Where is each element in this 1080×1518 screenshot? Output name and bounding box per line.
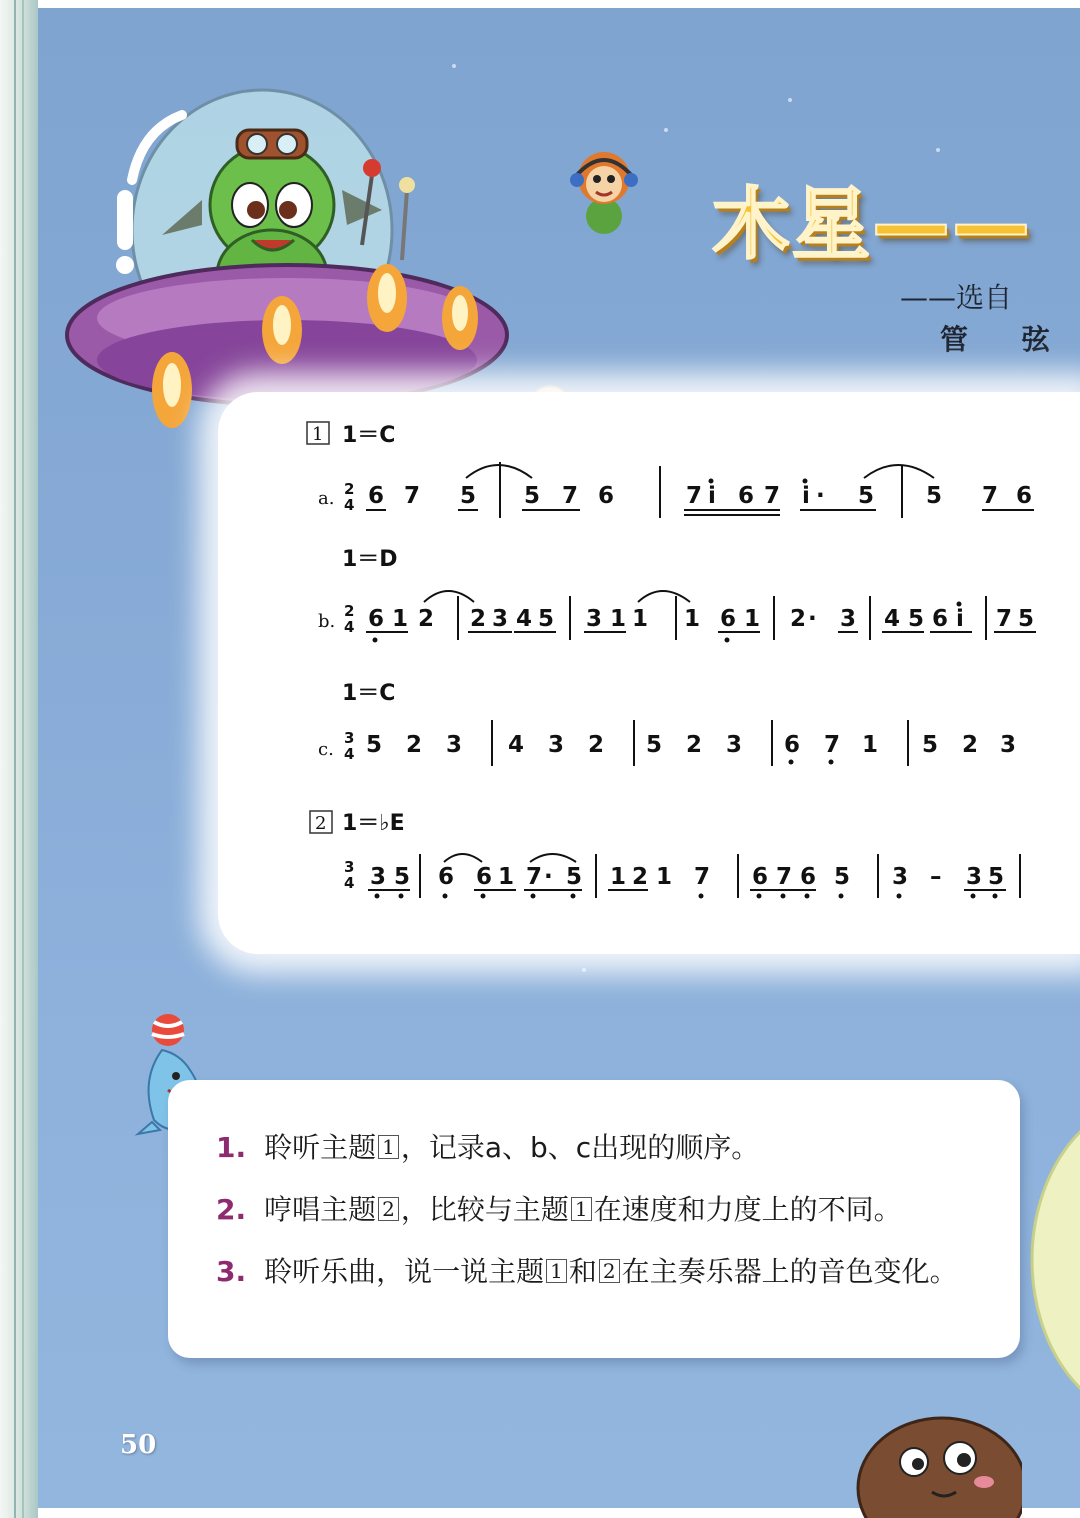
svg-text:5: 5: [538, 606, 555, 632]
melody-a: [368, 483, 1032, 509]
svg-text:6: 6: [752, 864, 769, 890]
svg-text:1: 1: [610, 606, 627, 632]
melody-theme-2: [370, 864, 1004, 890]
svg-text:1: 1: [498, 864, 515, 890]
theme-box-inline: 1: [378, 1135, 399, 1159]
svg-text:5: 5: [834, 864, 851, 890]
theme-box-inline: 1: [546, 1259, 567, 1283]
svg-text:·: ·: [808, 606, 817, 632]
svg-text:3: 3: [446, 732, 463, 758]
line-label: c.: [318, 739, 334, 760]
svg-text:6: 6: [598, 483, 615, 509]
svg-text:i: i: [708, 483, 716, 509]
time-top: 3: [344, 858, 355, 876]
svg-text:7: 7: [404, 483, 421, 509]
question-text: 聆听乐曲，说一说主题: [264, 1255, 545, 1288]
question-number: 3.: [216, 1255, 247, 1288]
key-signature: 1＝D: [342, 547, 398, 572]
question-text: 在速度和力度上的不同。: [593, 1193, 902, 1226]
svg-text:3: 3: [726, 732, 743, 758]
svg-text:7: 7: [996, 606, 1013, 632]
time-bottom: 4: [344, 745, 355, 763]
svg-text:2: 2: [470, 606, 487, 632]
key-signature: 1＝♭E: [342, 811, 405, 836]
question-text: 哼唱主题: [264, 1193, 377, 1226]
svg-text:3: 3: [840, 606, 857, 632]
svg-text:·: ·: [544, 864, 553, 890]
melody-c: [366, 732, 1016, 758]
smiling-planet-icon: [1012, 1100, 1080, 1420]
svg-text:1: 1: [392, 606, 409, 632]
svg-text:1: 1: [744, 606, 761, 632]
svg-text:6: 6: [368, 483, 385, 509]
theme-box-inline: 2: [378, 1197, 399, 1221]
question-text: ，比较与主题: [400, 1193, 569, 1226]
svg-text:1: 1: [684, 606, 701, 632]
svg-text:7: 7: [824, 732, 841, 758]
svg-text:7: 7: [686, 483, 703, 509]
page-number: 50: [120, 1430, 157, 1460]
svg-text:2: 2: [632, 864, 649, 890]
svg-text:2: 2: [406, 732, 423, 758]
svg-text:4: 4: [508, 732, 525, 758]
svg-text:5: 5: [524, 483, 541, 509]
time-top: 2: [344, 480, 355, 498]
line-label: a.: [318, 488, 335, 509]
question-number: 1.: [216, 1131, 247, 1164]
svg-text:i: i: [802, 483, 810, 509]
question-item: [216, 1192, 902, 1228]
svg-text:i: i: [956, 606, 964, 632]
time-bottom: 4: [344, 874, 355, 892]
question-text: 和: [568, 1255, 597, 1288]
svg-text:7: 7: [776, 864, 793, 890]
svg-text:·: ·: [816, 483, 825, 509]
svg-text:7: 7: [694, 864, 711, 890]
question-text: 在主奏乐器上的音色变化。: [621, 1255, 958, 1288]
svg-text:7: 7: [982, 483, 999, 509]
key-signature: 1＝C: [342, 681, 396, 706]
svg-text:7: 7: [562, 483, 579, 509]
time-bottom: 4: [344, 496, 355, 514]
time-top: 2: [344, 602, 355, 620]
svg-text:5: 5: [460, 483, 477, 509]
question-number: 2.: [216, 1193, 247, 1226]
svg-text:6: 6: [438, 864, 455, 890]
key-signature: 1＝C: [342, 423, 396, 448]
svg-text:6: 6: [932, 606, 949, 632]
svg-text:5: 5: [908, 606, 925, 632]
time-bottom: 4: [344, 618, 355, 636]
question-item: [216, 1130, 759, 1166]
svg-text:3: 3: [1000, 732, 1017, 758]
theme-box-number: 1: [312, 424, 324, 445]
time-top: 3: [344, 729, 355, 747]
svg-text:2: 2: [686, 732, 703, 758]
svg-text:7: 7: [764, 483, 781, 509]
subtitle: ——选自: [900, 281, 1013, 314]
svg-text:4: 4: [884, 606, 901, 632]
svg-text:5: 5: [646, 732, 663, 758]
svg-text:5: 5: [988, 864, 1005, 890]
svg-text:4: 4: [516, 606, 533, 632]
svg-text:3: 3: [586, 606, 603, 632]
svg-text:2: 2: [790, 606, 807, 632]
question-text: 聆听主题: [264, 1131, 377, 1164]
orchestra-label: 管 弦: [940, 323, 1072, 356]
melody-b: [368, 606, 1034, 632]
svg-text:6: 6: [738, 483, 755, 509]
svg-text:3: 3: [966, 864, 983, 890]
svg-text:–: –: [930, 864, 942, 890]
svg-text:1: 1: [610, 864, 627, 890]
svg-text:5: 5: [922, 732, 939, 758]
svg-text:6: 6: [784, 732, 801, 758]
theme-box-inline: 1: [571, 1197, 592, 1221]
svg-text:1: 1: [632, 606, 649, 632]
potato-character-icon: [852, 1398, 1022, 1518]
svg-text:3: 3: [548, 732, 565, 758]
question-text: ，记录a、b、c出现的顺序。: [400, 1131, 760, 1164]
theme-box-number: 2: [315, 813, 327, 834]
svg-text:2: 2: [962, 732, 979, 758]
svg-text:2: 2: [418, 606, 435, 632]
svg-text:5: 5: [1018, 606, 1035, 632]
svg-text:6: 6: [1016, 483, 1033, 509]
svg-text:3: 3: [370, 864, 387, 890]
svg-text:7: 7: [526, 864, 543, 890]
svg-text:1: 1: [862, 732, 879, 758]
svg-text:6: 6: [720, 606, 737, 632]
svg-text:3: 3: [492, 606, 509, 632]
svg-text:5: 5: [366, 732, 383, 758]
svg-text:5: 5: [926, 483, 943, 509]
question-item: [216, 1254, 958, 1290]
svg-text:5: 5: [566, 864, 583, 890]
svg-text:1: 1: [656, 864, 673, 890]
line-label: b.: [318, 611, 336, 632]
svg-text:6: 6: [368, 606, 385, 632]
svg-text:6: 6: [800, 864, 817, 890]
page-title: 木星——: [712, 180, 1033, 270]
svg-text:2: 2: [588, 732, 605, 758]
svg-text:3: 3: [892, 864, 909, 890]
theme-box-inline: 2: [599, 1259, 620, 1283]
svg-text:5: 5: [858, 483, 875, 509]
svg-text:6: 6: [476, 864, 493, 890]
svg-text:5: 5: [394, 864, 411, 890]
